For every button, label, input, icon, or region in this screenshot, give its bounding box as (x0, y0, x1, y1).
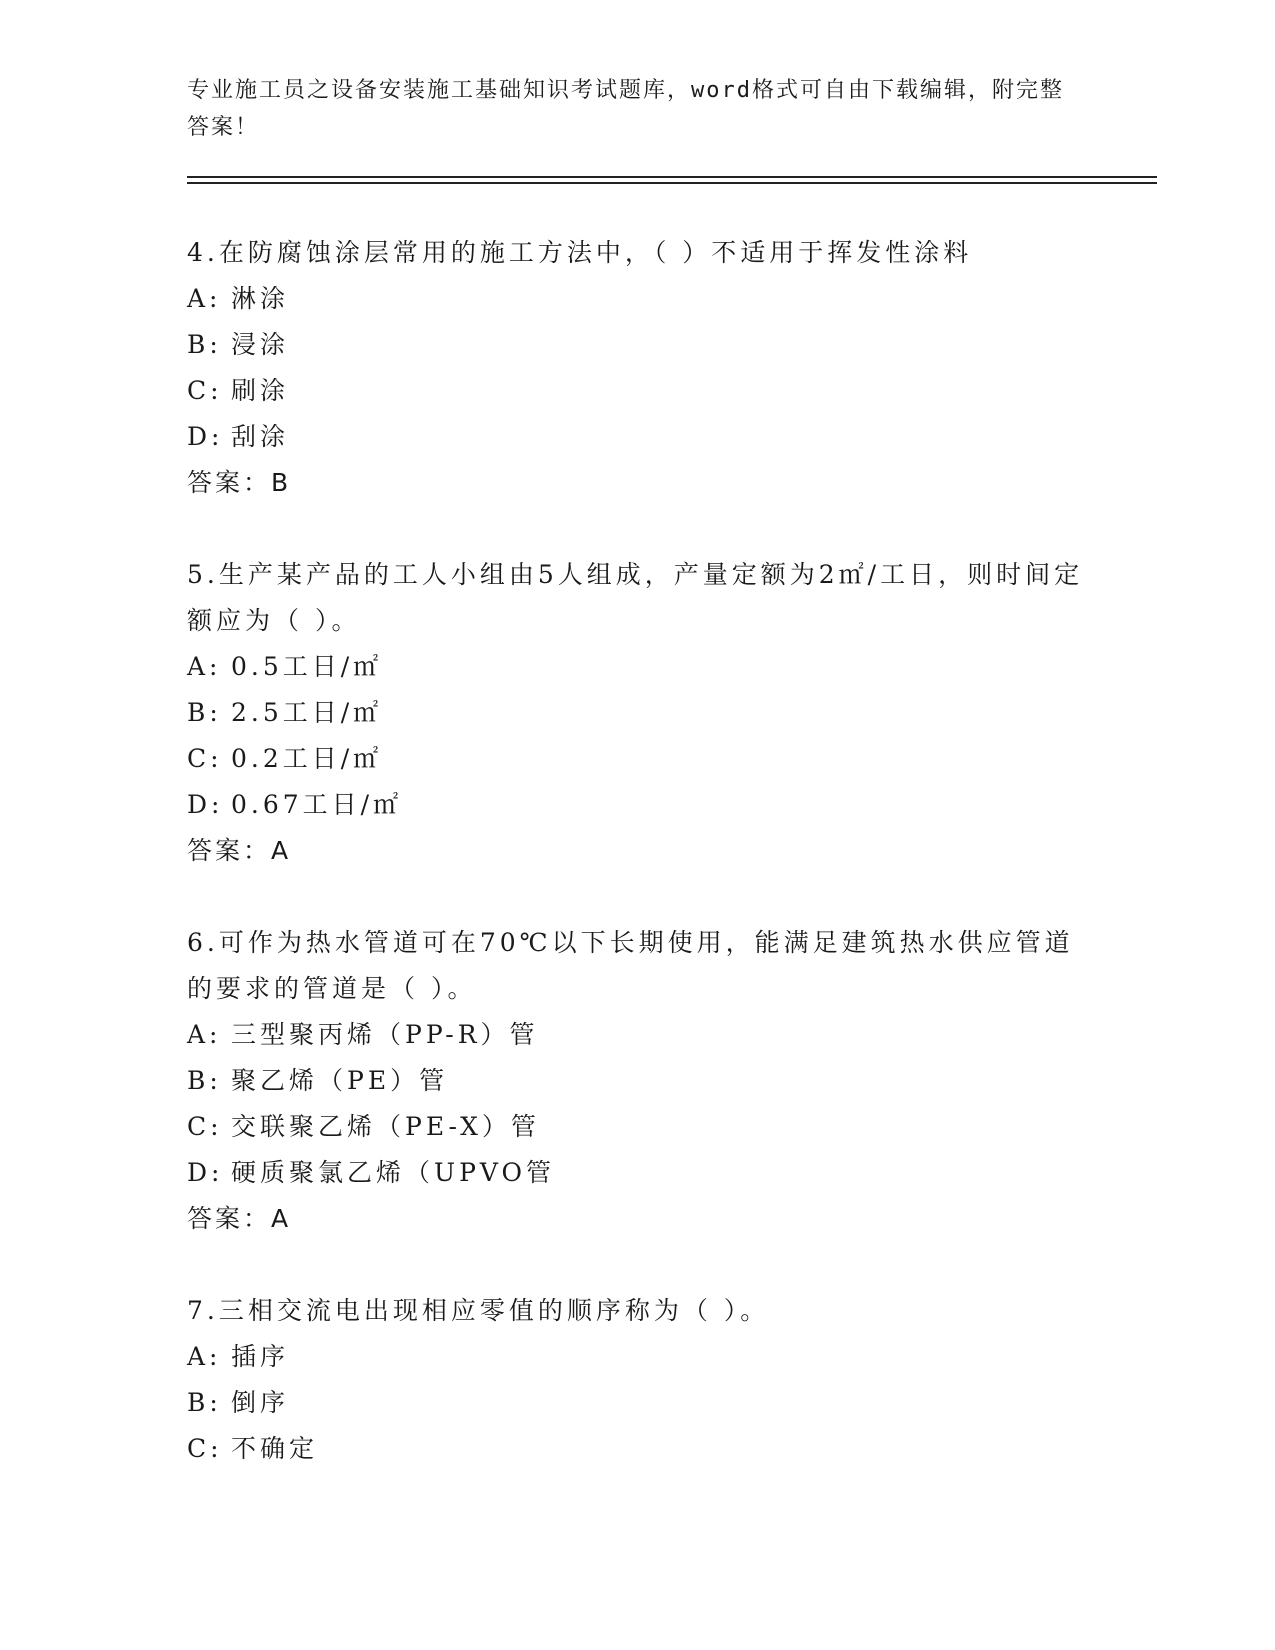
question-stem: 4.在防腐蚀涂层常用的施工方法中，（ ）不适用于挥发性涂料 (187, 238, 973, 267)
option-c (187, 736, 1087, 782)
header-intro-text: 专业施工员之设备安装施工基础知识考试题库，word格式可自由下载编辑，附完整答案！ (187, 78, 1064, 140)
question-5 (187, 552, 1087, 874)
option-label: D: (187, 1158, 224, 1187)
option-text: 刮涂 (231, 422, 290, 451)
question-stem: 6.可作为热水管道可在70℃以下长期使用，能满足建筑热水供应管道的要求的管道是（ ）。 (187, 928, 1074, 1003)
option-a (187, 1334, 1087, 1380)
option-text: 插序 (231, 1342, 290, 1371)
option-label: D: (187, 790, 224, 819)
option-text: 不确定 (231, 1434, 319, 1463)
header-divider-top (187, 176, 1157, 178)
option-text: 0.67工日/㎡ (231, 790, 403, 819)
option-text: 0.5工日/㎡ (231, 652, 383, 681)
question-stem: 5.生产某产品的工人小组由5人组成，产量定额为2㎡/工日，则时间定额应为（ ）。 (187, 560, 1084, 635)
option-text: 聚乙烯（PE）管 (231, 1066, 449, 1095)
option-d (187, 1150, 1087, 1196)
option-label: C: (187, 376, 223, 405)
answer-line: 答案：A (187, 836, 292, 865)
option-c (187, 1426, 1087, 1472)
option-label: A: (187, 1020, 222, 1049)
option-label: C: (187, 1112, 223, 1141)
answer-line: 答案：A (187, 1204, 292, 1233)
option-b (187, 322, 1087, 368)
question-stem: 7.三相交流电出现相应零值的顺序称为（ ）。 (187, 1296, 770, 1325)
header-divider-bottom (187, 182, 1157, 184)
option-b (187, 1058, 1087, 1104)
option-label: A: (187, 1342, 222, 1371)
option-label: D: (187, 422, 224, 451)
document-header (187, 72, 1067, 146)
option-label: C: (187, 744, 223, 773)
option-text: 硬质聚氯乙烯（UPVO管 (231, 1158, 556, 1187)
option-text: 倒序 (231, 1388, 290, 1417)
option-text: 0.2工日/㎡ (231, 744, 383, 773)
option-b (187, 1380, 1087, 1426)
option-b (187, 690, 1087, 736)
option-d (187, 414, 1087, 460)
option-a (187, 644, 1087, 690)
option-label: A: (187, 284, 222, 313)
option-text: 浸涂 (231, 330, 290, 359)
option-label: A: (187, 652, 222, 681)
option-text: 刷涂 (231, 376, 290, 405)
option-c (187, 1104, 1087, 1150)
option-label: C: (187, 1434, 223, 1463)
option-a (187, 1012, 1087, 1058)
option-label: B: (187, 1388, 222, 1417)
option-d (187, 782, 1087, 828)
question-6 (187, 920, 1087, 1242)
option-text: 2.5工日/㎡ (231, 698, 383, 727)
question-7 (187, 1288, 1087, 1472)
question-4 (187, 230, 1087, 506)
option-text: 交联聚乙烯（PE-X）管 (231, 1112, 540, 1141)
answer-line: 答案：B (187, 468, 292, 497)
option-a (187, 276, 1087, 322)
option-text: 淋涂 (231, 284, 290, 313)
option-c (187, 368, 1087, 414)
option-label: B: (187, 1066, 222, 1095)
option-label: B: (187, 698, 222, 727)
option-label: B: (187, 330, 222, 359)
option-text: 三型聚丙烯（PP-R）管 (231, 1020, 539, 1049)
question-list (187, 230, 1087, 1518)
